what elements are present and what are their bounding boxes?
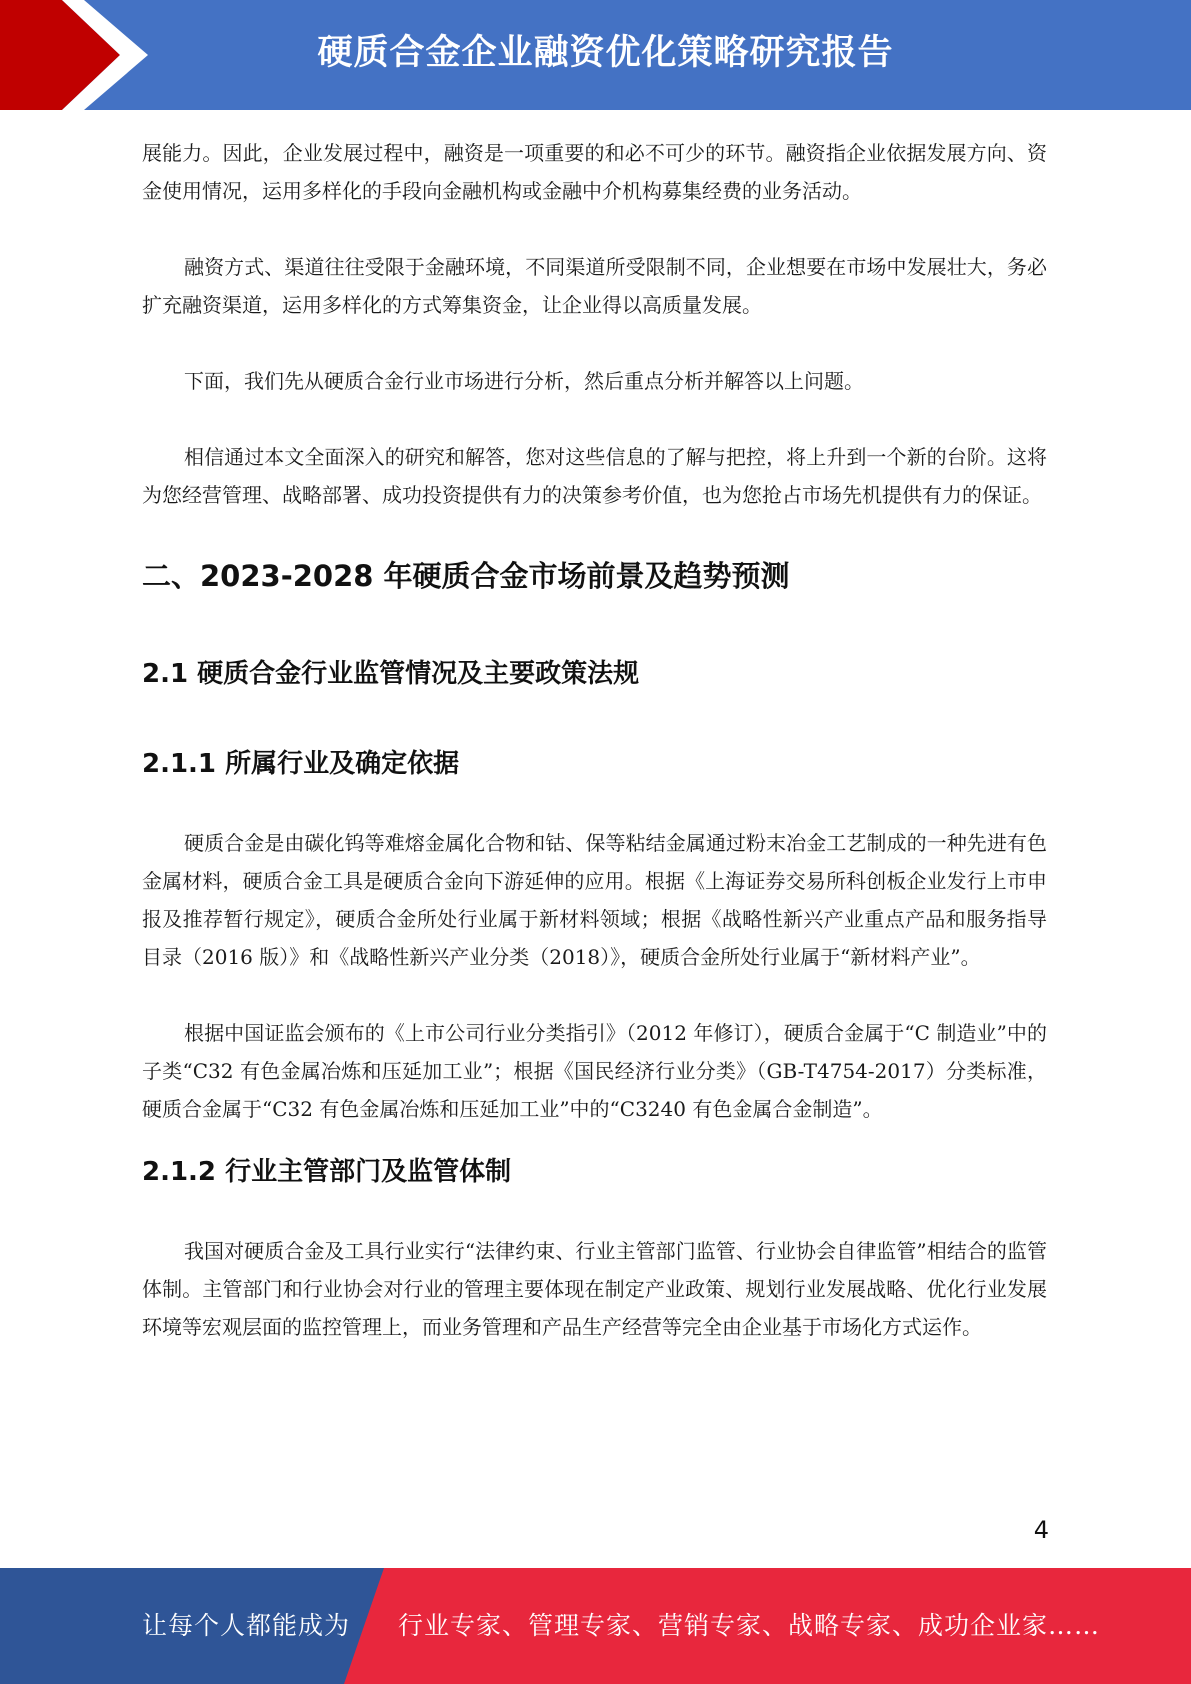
page-footer: [0, 1568, 1191, 1684]
header-title: 硬质合金企业融资优化策略研究报告: [317, 33, 894, 73]
paragraph-2-1-2-a: 我国对硬质合金及工具行业实行“法律约束、行业主管部门监管、行业协会自律监管”相结合的监管体制。主管部门和行业协会对行业的管理主要体现在制定产业政策、规划行业发展战略、优化行业发展环境等宏观层面的监控管理上，而业务管理和产品生产经营等完全由企业基于市场化方式运作。: [142, 1239, 1047, 1339]
paragraph-2-1-1-a: 硬质合金是由碳化钨等难熔金属化合物和钴、保等粘结金属通过粉末冶金工艺制成的一种先进有色金属材料，硬质合金工具是硬质合金向下游延伸的应用。根据《上海证券交易所科创板企业发行上市申报及推荐暂行规定》，硬质合金所处行业属于新材料领域；根据《战略性新兴产业重点产品和服务指导目录（2016 版）》和《战略性新兴产业分类（2018）》，硬质合金所处行业属于“新材料产业”。: [142, 831, 1047, 969]
page-header: [0, 0, 1191, 110]
paragraph-2-1-1-b: 根据中国证监会颁布的《上市公司行业分类指引》（2012 年修订），硬质合金属于“C 制造业”中的子类“C32 有色金属冶炼和压延加工业”；根据《国民经济行业分类》（GB-T4754-2017）分类标准，硬质合金属于“C32 有色金属冶炼和压延加工业”中的“C3240 有色金属合金制造”。: [142, 1021, 1047, 1121]
paragraph-intro-2: 融资方式、渠道往往受限于金融环境，不同渠道所受限制不同，企业想要在市场中发展壮大，务必扩充融资渠道，运用多样化的方式筹集资金，让企业得以高质量发展。: [142, 255, 1047, 317]
paragraph-intro-3: 下面，我们先从硬质合金行业市场进行分析，然后重点分析并解答以上问题。: [184, 369, 864, 393]
section-2-1-2-heading: 2.1.2 行业主管部门及监管体制: [142, 1157, 512, 1187]
footer-slogan-right: 行业专家、管理专家、营销专家、战略专家、成功企业家……: [398, 1611, 1101, 1640]
paragraph-intro-4: 相信通过本文全面深入的研究和解答，您对这些信息的了解与把控，将上升到一个新的台阶。这将为您经营管理、战略部署、成功投资提供有力的决策参考价值，也为您抢占市场先机提供有力的保证。: [142, 445, 1047, 507]
footer-slogan-left: 让每个人都能成为: [142, 1611, 351, 1640]
section-2-1-heading: 2.1 硬质合金行业监管情况及主要政策法规: [142, 659, 640, 689]
document-body: [142, 134, 1047, 1346]
paragraph-intro-1: 展能力。因此，企业发展过程中，融资是一项重要的和必不可少的环节。融资指企业依据发展方向、资金使用情况，运用多样化的手段向金融机构或金融中介机构募集经费的业务活动。: [142, 141, 1047, 203]
page-number: 4: [1033, 1516, 1049, 1544]
section-2-1-1-heading: 2.1.1 所属行业及确定依据: [142, 749, 460, 779]
section-2-heading: 二、2023-2028 年硬质合金市场前景及趋势预测: [142, 559, 790, 593]
